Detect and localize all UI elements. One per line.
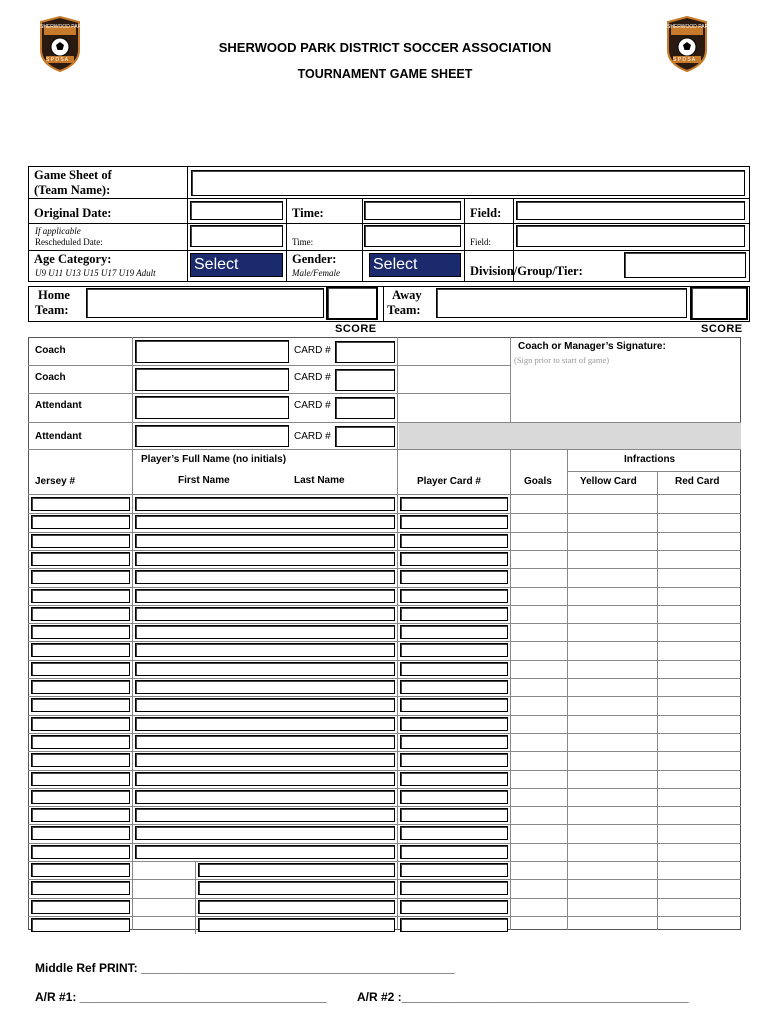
original-date-label: Original Date:: [34, 206, 112, 220]
jersey-input[interactable]: [31, 918, 130, 932]
field-input[interactable]: [516, 201, 745, 220]
player-card-input[interactable]: [400, 625, 508, 639]
home-score-input[interactable]: [326, 286, 378, 320]
row-divider: [28, 715, 741, 716]
card-label-4: CARD #: [294, 431, 331, 442]
player-name-input[interactable]: [135, 589, 395, 603]
player-card-input[interactable]: [400, 845, 508, 859]
row-divider: [28, 898, 741, 899]
row-divider: [28, 696, 741, 697]
row-divider: [28, 861, 741, 862]
row-divider: [28, 806, 741, 807]
player-card-input[interactable]: [400, 552, 508, 566]
age-options-text: U9 U11 U13 U15 U17 U19 Adult: [35, 268, 156, 278]
row-divider: [28, 788, 741, 789]
player-name-input[interactable]: [198, 918, 395, 932]
field-label: Field:: [470, 206, 502, 220]
player-name-input[interactable]: [135, 753, 395, 767]
rescheduled-time-label: Time:: [292, 237, 314, 247]
ar1-line: A/R #1: _____________________________________: [35, 990, 327, 1004]
player-name-input[interactable]: [135, 625, 395, 639]
first-name-header: First Name: [178, 475, 230, 486]
player-card-input[interactable]: [400, 680, 508, 694]
home-team-input[interactable]: [86, 288, 324, 318]
jersey-input[interactable]: [31, 570, 130, 584]
away-label: Away: [392, 288, 422, 302]
row-divider: [28, 605, 741, 606]
player-name-input[interactable]: [135, 680, 395, 694]
jersey-input[interactable]: [31, 881, 130, 895]
player-card-input[interactable]: [400, 772, 508, 786]
player-card-input[interactable]: [400, 643, 508, 657]
division-label: Division/Group/Tier:: [470, 264, 583, 278]
jersey-input[interactable]: [31, 808, 130, 822]
logo-text-top-right: SHERWOOD PARK: [667, 24, 712, 30]
player-card-input[interactable]: [400, 570, 508, 584]
signature-title: Coach or Manager’s Signature:: [518, 341, 666, 352]
jersey-input[interactable]: [31, 607, 130, 621]
player-name-input[interactable]: [135, 497, 395, 511]
ar2-line: A/R #2 :___________________________________________: [357, 990, 689, 1004]
player-name-input[interactable]: [135, 735, 395, 749]
player-name-input[interactable]: [135, 808, 395, 822]
original-date-input[interactable]: [190, 201, 283, 220]
jersey-input[interactable]: [31, 589, 130, 603]
player-card-input[interactable]: [400, 881, 508, 895]
player-name-input[interactable]: [135, 698, 395, 712]
rescheduled-time-input[interactable]: [364, 225, 461, 247]
jersey-input[interactable]: [31, 900, 130, 914]
age-category-select[interactable]: Select: [190, 253, 283, 277]
jersey-input[interactable]: [31, 753, 130, 767]
home-label: Home: [38, 288, 70, 302]
time-input[interactable]: [364, 201, 461, 220]
staff-label-4: Attendant: [35, 431, 82, 442]
goals-header: Goals: [524, 476, 552, 487]
rescheduled-field-label: Field:: [470, 237, 492, 247]
player-card-input[interactable]: [400, 698, 508, 712]
player-name-input[interactable]: [135, 643, 395, 657]
player-name-input[interactable]: [198, 863, 395, 877]
player-card-input[interactable]: [400, 497, 508, 511]
attendant-1-card-input[interactable]: [335, 397, 395, 419]
logo-text-bottom-right: S P D S A: [673, 57, 696, 63]
player-name-input[interactable]: [135, 826, 395, 840]
last-name-header: Last Name: [294, 475, 345, 486]
away-score-label: SCORE: [701, 323, 743, 335]
row-divider: [28, 733, 741, 734]
logo-text-bottom: S P D S A: [46, 57, 69, 63]
row-divider: [28, 879, 741, 880]
row-divider: [28, 513, 741, 514]
player-card-input[interactable]: [400, 790, 508, 804]
row-divider: [28, 660, 741, 661]
player-name-input[interactable]: [135, 515, 395, 529]
middle-ref-line: Middle Ref PRINT: _______________________________________________: [35, 961, 455, 975]
card-label-2: CARD #: [294, 372, 331, 383]
player-name-input[interactable]: [198, 881, 395, 895]
away-team-input[interactable]: [436, 288, 687, 318]
game-sheet-of-label: Game Sheet of: [34, 168, 112, 182]
page-subtitle: TOURNAMENT GAME SHEET: [297, 67, 473, 81]
time-label: Time:: [292, 206, 324, 220]
jersey-input[interactable]: [31, 552, 130, 566]
jersey-input[interactable]: [31, 772, 130, 786]
gender-label: Gender:: [292, 252, 337, 266]
team-name-label: (Team Name):: [34, 183, 111, 197]
player-card-input[interactable]: [400, 753, 508, 767]
row-divider: [28, 824, 741, 825]
row-divider: [28, 568, 741, 569]
coach-1-name-input[interactable]: [135, 340, 289, 363]
player-card-input[interactable]: [400, 735, 508, 749]
jersey-input[interactable]: [31, 826, 130, 840]
players-full-name-header: Player’s Full Name (no initials): [141, 454, 287, 465]
player-name-input[interactable]: [135, 534, 395, 548]
yellow-card-header: Yellow Card: [580, 476, 637, 487]
coach-2-card-input[interactable]: [335, 369, 395, 391]
coach-2-name-input[interactable]: [135, 368, 289, 391]
jersey-input[interactable]: [31, 845, 130, 859]
jersey-input[interactable]: [31, 625, 130, 639]
coach-1-card-input[interactable]: [335, 341, 395, 363]
player-card-input[interactable]: [400, 808, 508, 822]
red-card-header: Red Card: [675, 476, 720, 487]
row-divider: [28, 770, 741, 771]
attendant-2-name-input[interactable]: [135, 425, 289, 447]
row-divider: [28, 751, 741, 752]
away-score-input[interactable]: [690, 286, 748, 320]
row-divider: [28, 843, 741, 844]
jersey-input[interactable]: [31, 698, 130, 712]
player-card-input[interactable]: [400, 589, 508, 603]
jersey-input[interactable]: [31, 515, 130, 529]
player-name-input[interactable]: [135, 717, 395, 731]
logo-text-top: SHERWOOD PARK: [40, 24, 85, 30]
home-team-label: Team:: [35, 303, 69, 317]
row-divider: [28, 623, 741, 624]
card-label-3: CARD #: [294, 400, 331, 411]
staff-label-1: Coach: [35, 345, 66, 356]
jersey-header: Jersey #: [35, 476, 76, 487]
player-card-input[interactable]: [400, 918, 508, 932]
row-divider: [28, 587, 741, 588]
row-divider: [28, 532, 741, 533]
home-score-label: SCORE: [335, 323, 377, 335]
player-card-input[interactable]: [400, 717, 508, 731]
attendant-1-name-input[interactable]: [135, 396, 289, 419]
player-card-input[interactable]: [400, 607, 508, 621]
jersey-input[interactable]: [31, 863, 130, 877]
player-card-input[interactable]: [400, 900, 508, 914]
player-card-input[interactable]: [400, 515, 508, 529]
row-divider: [28, 678, 741, 679]
jersey-input[interactable]: [31, 534, 130, 548]
infractions-header: Infractions: [624, 454, 676, 465]
player-name-input[interactable]: [135, 607, 395, 621]
player-name-input[interactable]: [135, 662, 395, 676]
player-card-header: Player Card #: [417, 476, 481, 487]
row-divider: [28, 641, 741, 642]
row-divider: [28, 916, 741, 917]
player-name-input[interactable]: [135, 552, 395, 566]
player-card-input[interactable]: [400, 863, 508, 877]
name-split-line: [195, 861, 196, 934]
jersey-input[interactable]: [31, 735, 130, 749]
rescheduled-field-input[interactable]: [516, 225, 745, 247]
player-name-input[interactable]: [135, 772, 395, 786]
player-card-input[interactable]: [400, 534, 508, 548]
jersey-input[interactable]: [31, 497, 130, 511]
player-card-input[interactable]: [400, 826, 508, 840]
row-divider: [28, 550, 741, 551]
player-name-input[interactable]: [198, 900, 395, 914]
staff-shaded-bar: [399, 423, 741, 449]
staff-label-3: Attendant: [35, 400, 82, 411]
player-name-input[interactable]: [135, 790, 395, 804]
rescheduled-date-label: Rescheduled Date:: [35, 237, 103, 247]
page-title: SHERWOOD PARK DISTRICT SOCCER ASSOCIATION: [218, 40, 552, 55]
jersey-input[interactable]: [31, 717, 130, 731]
rescheduled-date-input[interactable]: [190, 225, 283, 247]
jersey-input[interactable]: [31, 790, 130, 804]
card-label-1: CARD #: [294, 345, 331, 356]
staff-label-2: Coach: [35, 372, 66, 383]
team-name-input[interactable]: [191, 170, 745, 196]
player-card-input[interactable]: [400, 662, 508, 676]
jersey-input[interactable]: [31, 662, 130, 676]
gender-options-text: Male/Female: [292, 268, 340, 278]
player-name-input[interactable]: [135, 845, 395, 859]
division-input[interactable]: [624, 252, 746, 278]
player-name-input[interactable]: [135, 570, 395, 584]
away-team-label: Team:: [387, 303, 421, 317]
signature-note: (Sign prior to start of game): [514, 355, 610, 365]
age-category-label: Age Category:: [34, 252, 112, 266]
if-applicable-note: If applicable: [35, 226, 81, 236]
attendant-2-card-input[interactable]: [335, 426, 395, 447]
jersey-input[interactable]: [31, 643, 130, 657]
gender-select[interactable]: Select: [369, 253, 461, 277]
jersey-input[interactable]: [31, 680, 130, 694]
